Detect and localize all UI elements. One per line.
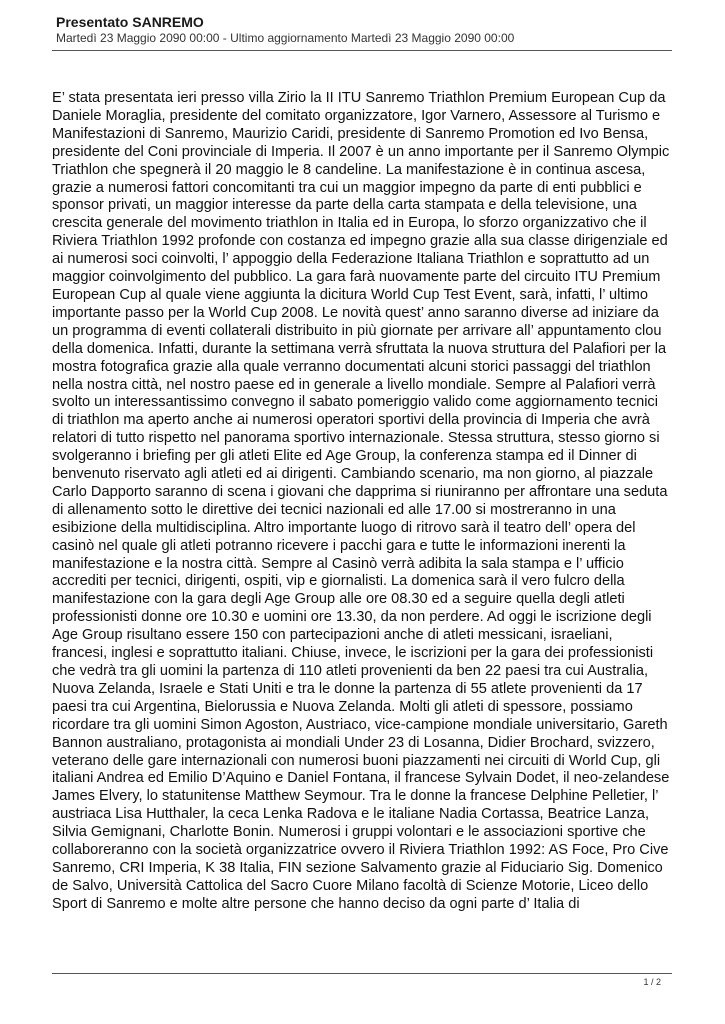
- article-timestamp: Martedì 23 Maggio 2090 00:00 - Ultimo aggiornamento Martedì 23 Maggio 2090 00:00: [56, 31, 515, 45]
- header-divider: [52, 50, 672, 51]
- page-number: 1 / 2: [643, 977, 661, 987]
- article-body: E’ stata presentata ieri presso villa Zirio la II ITU Sanremo Triathlon Premium European Cup da Daniele Moraglia, presidente del comitato organizzatore, Igor Varnero, Assessore al Turismo e Manifestazioni di Sanremo, Maurizio Caridi, presidente di Sanremo Promotion ed Ivo Bensa, presidente del Coni provinciale di Imperia. Il 2007 è un anno importante per il Sanremo Olympic Triathlon che spegnerà il 20 maggio le 8 candeline. La manifestazione è in continua ascesa, grazie a numerosi fattori concomitanti tra cui un maggior impegno da parte di enti pubblici e sponsor privati, un maggior interesse da parte della carta stampata e della televisione, una crescita generale del movimento triathlon in Italia ed in Europa, lo sforzo organizzativo che il Riviera Triathlon 1992 profonde con costanza ed impegno grazie alla sua classe dirigenziale ed ai numerosi soci coinvolti, l’ appoggio della Federazione Italiana Triathlon e soprattutto ad un maggior coinvolgimento del pubblico. La gara farà nuovamente parte del circuito ITU Premium European Cup al quale viene aggiunta la dicitura World Cup Test Event, sarà, infatti, l’ ultimo importante passo per la World Cup 2008. Le novità quest’ anno saranno diverse ad iniziare da un programma di eventi collaterali distribuito in più giornate per arrivare all’ appuntamento clou della domenica. Infatti, durante la settimana verrà sfruttata la nuova struttura del Palafiori per la mostra fotografica grazie alla quale verranno documentati alcuni storici passaggi del triathlon nella nostra città, nel nostro paese ed in generale a livello mondiale. Sempre al Palafiori verrà svolto un interessantissimo convegno il sabato pomeriggio valido come aggiornamento tecnici di triathlon ma aperto anche ai numerosi operatori sportivi della provincia di Imperia che avrà relatori di tutto rispetto nel panorama sportivo internazionale. Stessa struttura, stesso giorno si svolgeranno i briefing per gli atleti Elite ed Age Group, la conferenza stampa ed il Dinner di benvenuto riservato agli atleti ed ai dirigenti. Cambiando scenario, ma non giorno, al piazzale Carlo Dapporto saranno di scena i giovani che dapprima si riuniranno per affrontare una seduta di allenamento sotto le direttive dei tecnici nazionali ed alle 17.00 si mostreranno in una esibizione della multidisciplina. Altro importante luogo di ritrovo sarà il teatro dell’ opera del casinò nel quale gli atleti potranno ricevere i pacchi gara e tutte le informazioni inerenti la manifestazione e la nostra città. Sempre al Casinò verrà adibita la sala stampa e l’ ufficio accrediti per tecnici, dirigenti, ospiti, vip e giornalisti. La domenica sarà il vero fulcro della manifestazione con la gara degli Age Group alle ore 08.30 ed a seguire quella degli atleti professionisti donne ore 10.30 e uomini ore 13.30, da non perdere. Ad oggi le iscrizione degli Age Group risultano essere 150 con partecipazioni anche di atleti messicani, israeliani, francesi, inglesi e soprattutto italiani. Chiuse, invece, le iscrizioni per la gara dei professionisti che vedrà tra gli uomini la partenza di 110 atleti provenienti da ben 22 paesi tra cui Australia, Nuova Zelanda, Israele e Stati Uniti e tra le donne la partenza di 55 atlete provenienti da 17 paesi tra cui Argentina, Bielorussia e Nuova Zelanda. Molti gli atleti di spessore, possiamo ricordare tra gli uomini Simon Agoston, Austriaco, vice-campione mondiale universitario, Gareth Bannon australiano, protagonista ai mondiali Under 23 di Losanna, Didier Brochard, svizzero, veterano delle gare internazionali con numerosi buoni piazzamenti nei circuiti di World Cup, gli italiani Andrea ed Emilio D’Aquino e Daniel Fontana, il francese Sylvain Dodet, il neo-zelandese James Elvery, lo statunitense Matthew Seymour. Tra le donne la francese Delphine Pelletier, l’ austriaca Lisa Hutthaler, la ceca Lenka Radova e le italiane Nadia Cortassa, Beatrice Lanza, Silvia Gemignani, Charlotte Bonin. Numerosi i gruppi volontari e le associazioni sportive che collaboreranno con la società organizzatrice ovvero il Riviera Triathlon 1992: AS Foce, Pro Cive Sanremo, CRI Imperia, K 38 Italia, FIN sezione Salvamento grazie al Fiduciario Sig. Domenico de Salvo, Università Cattolica del Sacro Cuore Milano facoltà di Scienze Motorie, Liceo dello Sport di Sanremo e molte altre persone che hanno deciso da ogni parte d’ Italia di: [52, 90, 670, 912]
- page-title: Presentato SANREMO: [56, 14, 204, 30]
- page-header: [56, 14, 672, 46]
- footer-divider: [52, 973, 672, 974]
